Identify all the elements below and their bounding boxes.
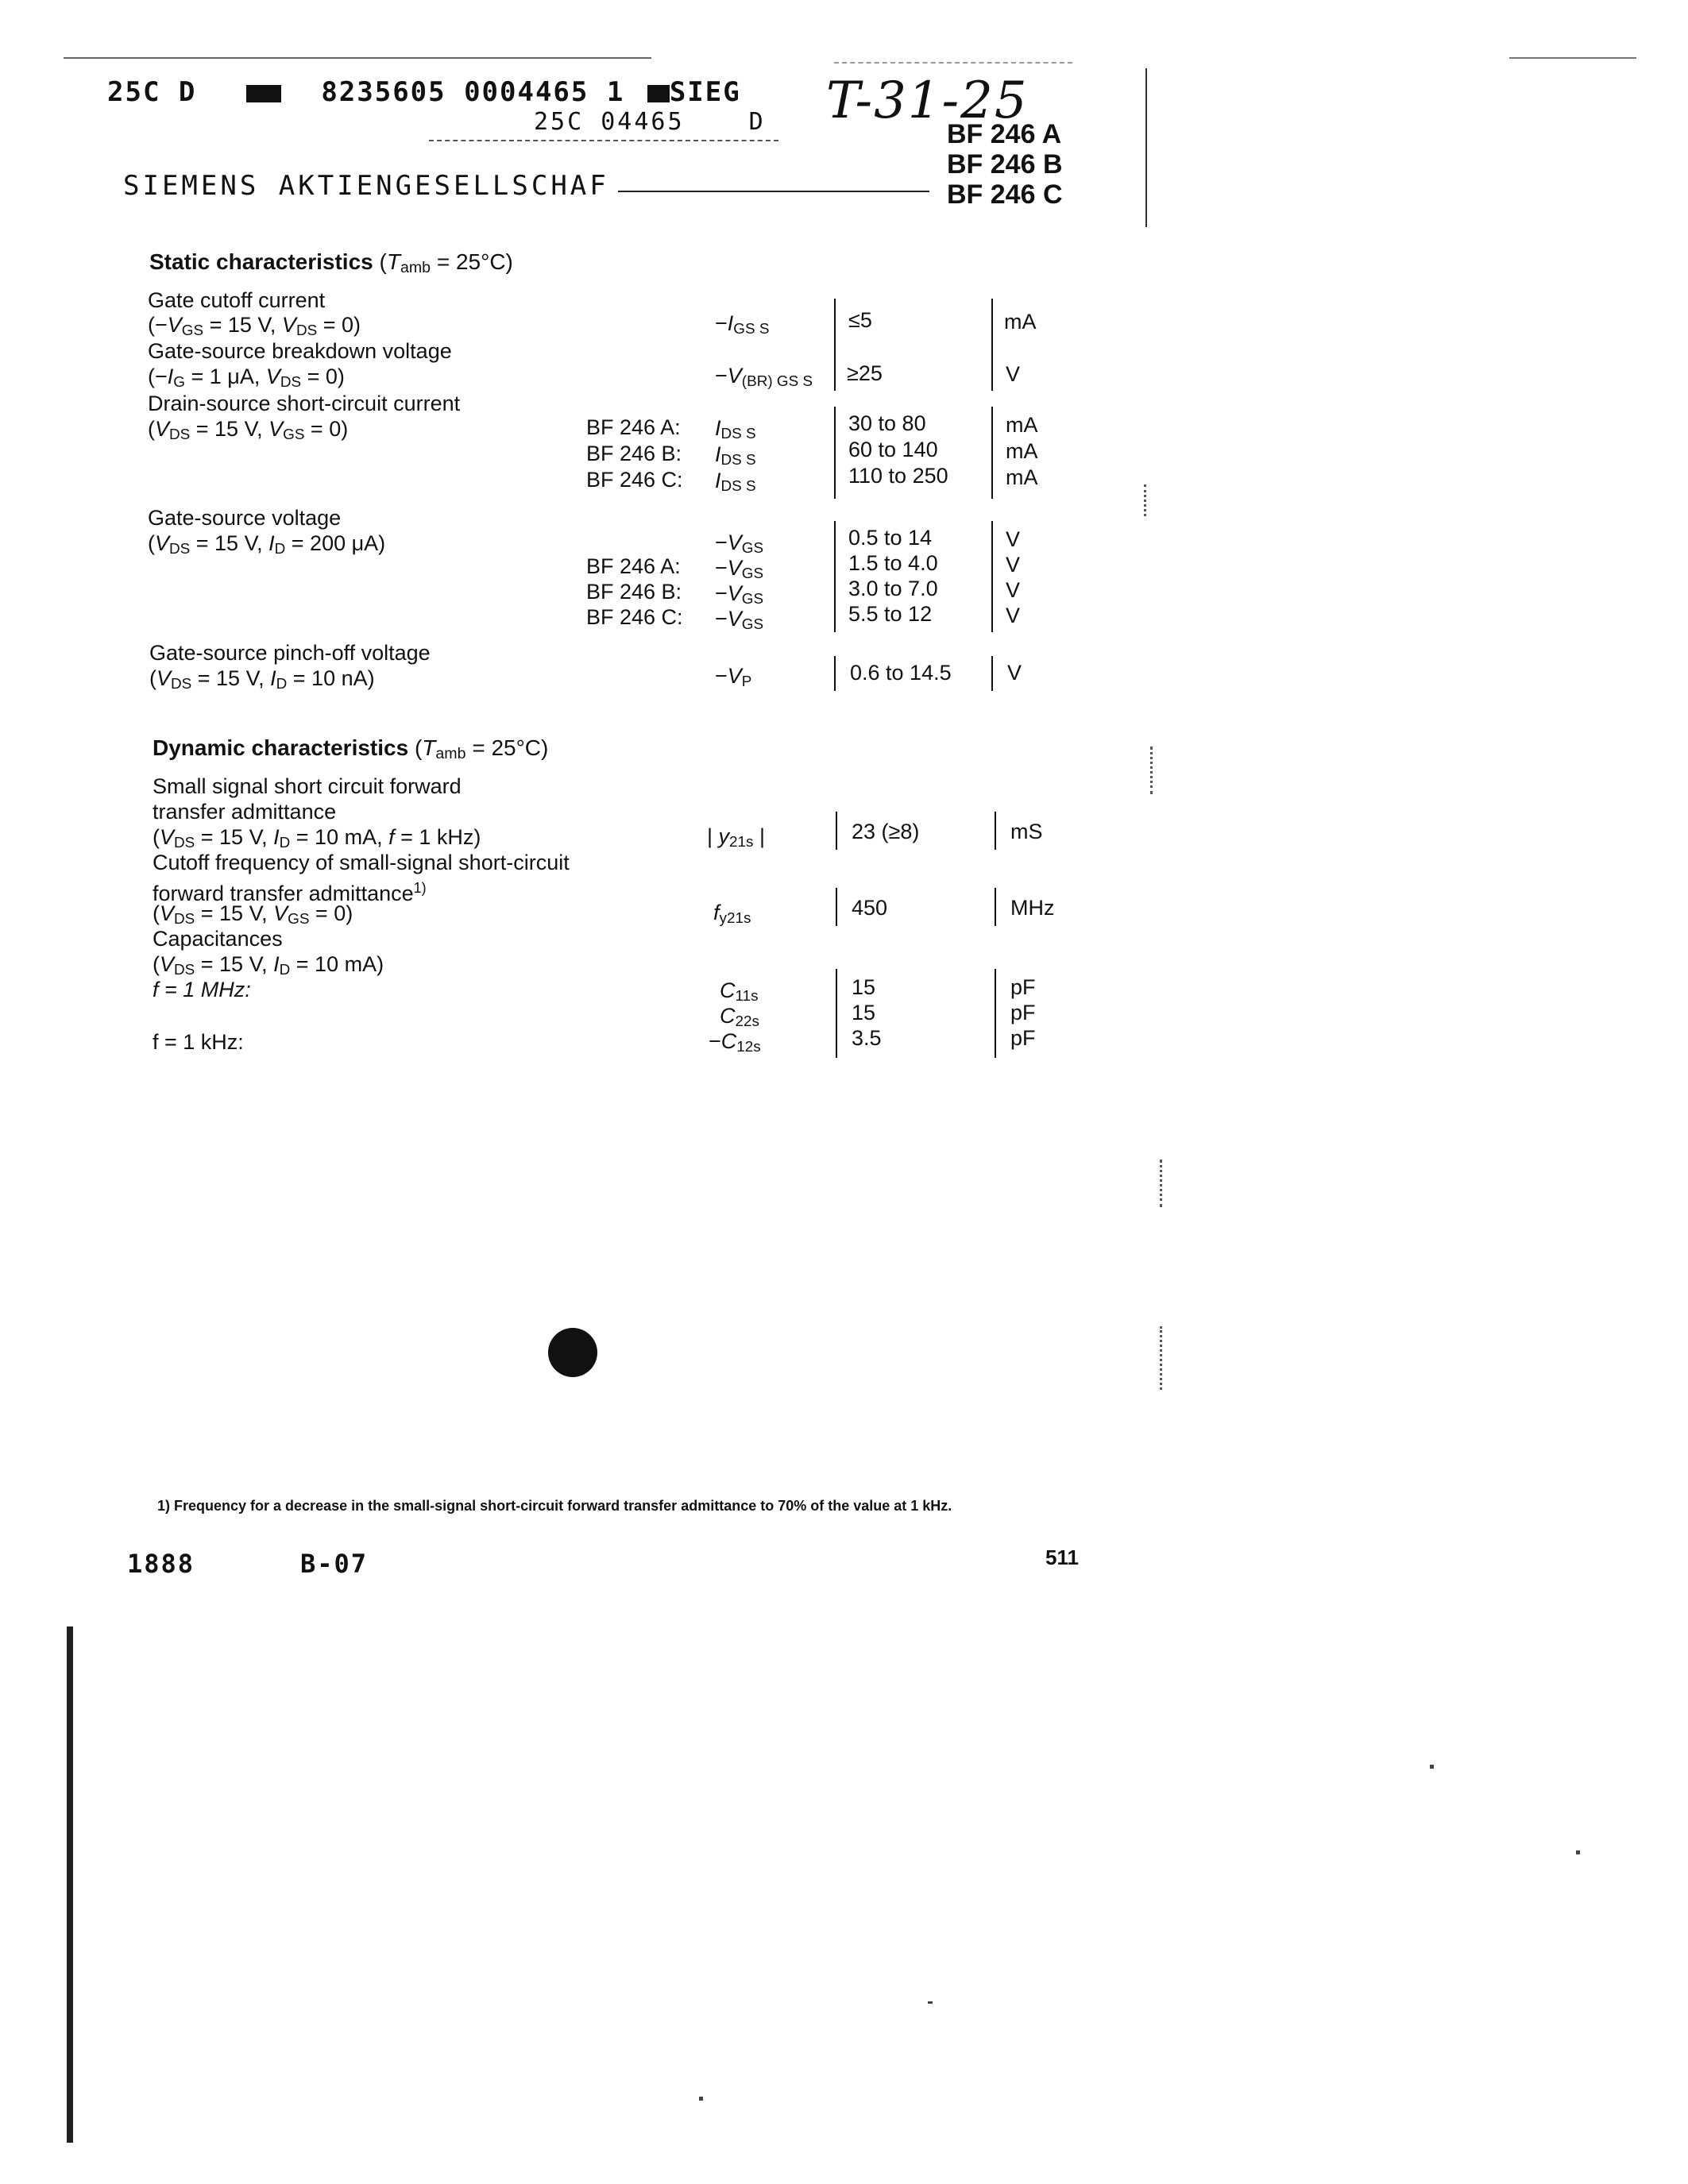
drain-source-type-c: BF 246 C:: [586, 468, 683, 492]
dynamic-title-text: Dynamic characteristics: [153, 735, 409, 760]
static-rule-right-3: [991, 521, 993, 632]
dynamic-rule-right-2: [995, 888, 996, 926]
type-designations: [947, 119, 1063, 210]
cutoff-label-2: forward transfer admittance: [153, 882, 414, 905]
company-rule: [618, 191, 929, 192]
cutoff-value: 450: [852, 896, 888, 920]
cap-symbol-c11: $C_{11s}$: [720, 978, 759, 1005]
pinch-off-symbol: $-V_P$: [715, 664, 752, 690]
gsv-value-c: 5.5 to 12: [848, 602, 933, 626]
handwritten-reference: T-31-25: [826, 71, 1029, 130]
cap-unit-c12: pF: [1010, 1026, 1036, 1050]
breakdown-value: ≥25: [847, 361, 883, 385]
drain-source-symbol-a: $I_{DS S}$: [715, 416, 756, 442]
sub-code: [534, 108, 766, 136]
static-rule-left-1: [834, 299, 836, 391]
dynamic-temp-value: = 25°C): [472, 735, 549, 760]
cap-unit-c22: pF: [1010, 1001, 1036, 1024]
static-temp-sub: amb: [400, 259, 431, 276]
static-temp-symbol: T: [386, 249, 400, 274]
gate-source-voltage-label: Gate-source voltage: [148, 506, 342, 530]
footer-mid-code: B-07: [300, 1549, 369, 1579]
dynamic-rule-right-3: [995, 969, 996, 1058]
drain-source-unit-b: mA: [1006, 439, 1038, 463]
header-code-suffix: SIEG: [669, 76, 741, 108]
cap-value-c11: 15: [852, 975, 876, 999]
drain-source-condition: ($V_{DS} = 15$ V, $V_{GS} = 0$): [148, 417, 349, 443]
drain-source-type-a: BF 246 A:: [586, 415, 681, 439]
gsv-symbol-0: $-V_{GS}$: [715, 531, 764, 557]
company-name: SIEMENS AKTIENGESELLSCHAF: [123, 170, 609, 202]
punch-hole-dot: [548, 1328, 597, 1377]
scan-speck: [1160, 1160, 1165, 1207]
dynamic-temp-sub: amb: [435, 745, 466, 762]
scan-speck: [1160, 1326, 1165, 1390]
cap-unit-c11: pF: [1010, 975, 1036, 999]
pinch-off-unit: V: [1007, 661, 1022, 685]
static-rule-left-4: [834, 656, 836, 691]
static-rule-right-4: [991, 656, 993, 691]
admittance-condition: ($V_{DS} = 15$ V, $I_D = 10$ mA, f = 1 kHz): [153, 825, 481, 851]
breakdown-symbol: $-V_{(BR) GS S}$: [715, 364, 813, 390]
gsv-unit-0: V: [1006, 527, 1021, 551]
gsv-value-b: 3.0 to 7.0: [848, 577, 938, 600]
breakdown-unit: V: [1006, 362, 1021, 386]
drain-source-value-b: 60 to 140: [848, 438, 938, 461]
static-rule-right-2: [991, 407, 993, 499]
gsv-type-b: BF 246 B:: [586, 580, 682, 604]
capacitances-condition: ($V_{DS} = 15$ V, $I_D = 10$ mA): [153, 952, 384, 978]
dynamic-temp-symbol: T: [422, 735, 436, 760]
gsv-value-a: 1.5 to 4.0: [848, 551, 938, 575]
scan-line-far-right: [1509, 57, 1636, 59]
cutoff-condition: ($V_{DS} = 15$ V, $V_{GS} = 0$): [153, 901, 353, 928]
scan-speck: [1144, 484, 1149, 516]
gate-cutoff-value: ≤5: [848, 308, 872, 332]
cap-symbol-c12: $-C_{12s}$: [709, 1029, 761, 1055]
redaction-block-2: [647, 85, 670, 102]
admittance-unit: mS: [1010, 820, 1043, 843]
cutoff-unit: MHz: [1010, 896, 1055, 920]
scan-line-top: [64, 57, 651, 59]
cap-symbol-c22: $C_{22s}$: [720, 1004, 759, 1030]
page-number: 511: [1045, 1545, 1079, 1569]
drain-source-symbol-b: $I_{DS S}$: [715, 442, 756, 469]
cutoff-footnote-mark: 1): [413, 880, 427, 896]
cap-value-c22: 15: [852, 1001, 876, 1024]
gsv-unit-b: V: [1006, 578, 1021, 602]
capacitances-freq-1: f = 1 MHz:: [153, 978, 251, 1001]
admittance-label-2: transfer admittance: [153, 800, 337, 824]
footnote: 1) Frequency for a decrease in the small-signal short-circuit forward transfer admittance to 70% of the value at 1 kHz.: [157, 1498, 952, 1514]
gsv-type-c: BF 246 C:: [586, 605, 683, 629]
scan-margin-mark: [1145, 68, 1147, 227]
gate-source-voltage-condition: ($V_{DS} = 15$ V, $I_D = 200$ μA): [148, 531, 386, 558]
type-b: BF 246 B: [947, 149, 1063, 179]
dynamic-section-title: Dynamic characteristics $(T_{amb} = 25^\circ C)$: [153, 735, 549, 762]
static-title-text: Static characteristics: [149, 249, 373, 274]
drain-source-value-a: 30 to 80: [848, 411, 926, 435]
static-temp-value: = 25°C): [436, 249, 513, 274]
drain-source-unit-a: mA: [1006, 413, 1038, 437]
redaction-block: [246, 85, 281, 102]
admittance-symbol: | $y_{21s}$ |: [707, 824, 765, 851]
header-code-numbers: 8235605 0004465 1: [321, 76, 625, 108]
gate-cutoff-symbol: $-I_{GS S}$: [715, 311, 770, 338]
dynamic-rule-left-1: [836, 812, 837, 850]
dynamic-rule-left-3: [836, 969, 837, 1058]
cutoff-symbol: $f_{y21s}$: [713, 901, 751, 927]
cutoff-label-1: Cutoff frequency of small-signal short-circuit: [153, 851, 570, 874]
scan-speck: [1150, 747, 1156, 794]
drain-source-label: Drain-source short-circuit current: [148, 392, 461, 415]
scan-speck: [928, 2001, 933, 2004]
static-section-title: Static characteristics $(T_{amb} = 25^\circ C)$: [149, 249, 513, 276]
sub-code-letter: D: [748, 108, 766, 136]
sub-code-underline: [429, 140, 778, 141]
admittance-label-1: Small signal short circuit forward: [153, 774, 462, 798]
static-rule-left-2: [834, 407, 836, 499]
gsv-symbol-b: $-V_{GS}$: [715, 581, 764, 608]
sub-code-number: 25C 04465: [534, 108, 685, 136]
header-code-line: [107, 76, 741, 108]
header-code-prefix: 25C D: [107, 76, 197, 108]
scan-speck: [699, 2097, 703, 2101]
breakdown-label: Gate-source breakdown voltage: [148, 339, 452, 363]
drain-source-unit-c: mA: [1006, 465, 1038, 489]
static-rule-left-3: [834, 521, 836, 632]
capacitances-freq-2: f = 1 kHz:: [153, 1030, 244, 1054]
gsv-type-a: BF 246 A:: [586, 554, 681, 578]
dynamic-rule-left-2: [836, 888, 837, 926]
breakdown-condition: ($-I_G = 1$ μA, $V_{DS} = 0$): [148, 365, 345, 391]
pinch-off-label: Gate-source pinch-off voltage: [149, 641, 431, 665]
cap-value-c12: 3.5: [852, 1026, 882, 1050]
capacitances-label: Capacitances: [153, 927, 283, 951]
footer-left-code: 1888: [127, 1549, 195, 1579]
gsv-unit-a: V: [1006, 553, 1021, 577]
type-c: BF 246 C: [947, 179, 1063, 210]
admittance-value: 23 (≥8): [852, 820, 920, 843]
gate-cutoff-unit: mA: [1004, 310, 1037, 334]
dynamic-rule-right-1: [995, 812, 996, 850]
static-rule-right-1: [991, 299, 993, 391]
scan-binder-edge: [67, 1626, 73, 2143]
gate-cutoff-label: Gate cutoff current: [148, 288, 326, 312]
gate-cutoff-condition: ($-V_{GS} = 15$ V, $V_{DS} = 0$): [148, 313, 361, 339]
gsv-value-0: 0.5 to 14: [848, 526, 933, 550]
gsv-symbol-a: $-V_{GS}$: [715, 556, 764, 582]
drain-source-symbol-c: $I_{DS S}$: [715, 469, 756, 495]
pinch-off-value: 0.6 to 14.5: [850, 661, 952, 685]
drain-source-type-b: BF 246 B:: [586, 442, 682, 465]
gsv-unit-c: V: [1006, 604, 1021, 627]
gsv-symbol-c: $-V_{GS}$: [715, 607, 764, 633]
scan-speck: [1430, 1765, 1434, 1769]
pinch-off-condition: ($V_{DS} = 15$ V, $I_D = 10$ nA): [149, 666, 375, 693]
drain-source-value-c: 110 to 250: [848, 464, 948, 488]
scan-line-top-right: [834, 62, 1072, 64]
scan-speck: [1576, 1850, 1580, 1854]
type-a: BF 246 A: [947, 119, 1062, 149]
